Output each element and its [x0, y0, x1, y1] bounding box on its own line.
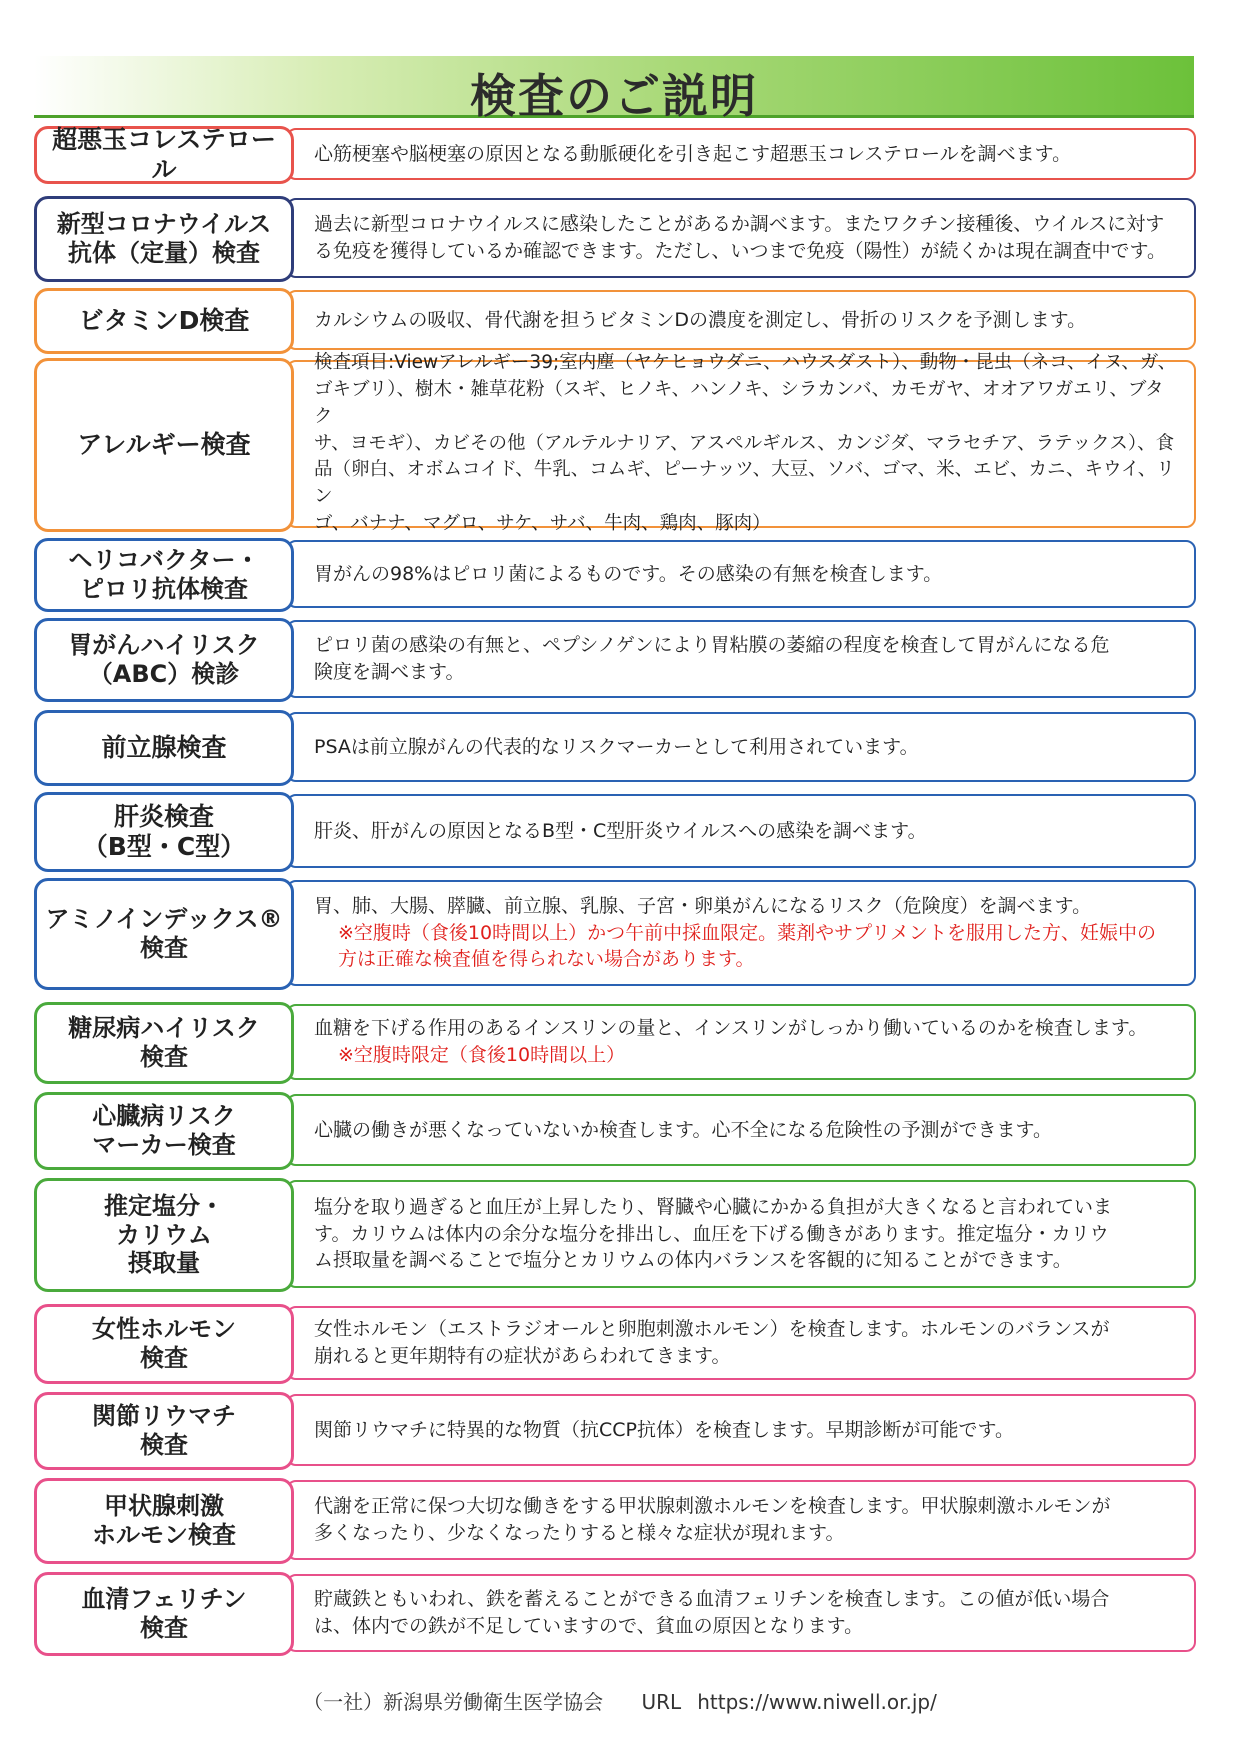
exam-row-prostate — [34, 710, 1196, 786]
exam-description: 肝炎、肝がんの原因となるB型・C型肝炎ウイルスへの感染を調べます。 — [286, 794, 1196, 868]
exam-label: ビタミンD検査 — [34, 288, 294, 354]
exam-description: PSAは前立腺がんの代表的なリスクマーカーとして利用されています。 — [286, 712, 1196, 782]
exam-description: 血糖を下げる作用のあるインスリンの量と、インスリンがしっかり働いているのかを検査します。 ※空腹時限定（食後10時間以上） — [286, 1004, 1196, 1080]
exam-description: ピロリ菌の感染の有無と、ペプシノゲンにより胃粘膜の萎縮の程度を検査して胃がんになる危 険度を調べます。 — [286, 620, 1196, 698]
caution-note: 方は正確な検査値を得られない場合があります。 — [338, 948, 755, 971]
exam-row-diabetes-risk — [34, 1002, 1196, 1084]
exam-label: アレルギー検査 — [34, 358, 294, 532]
exam-label: 前立腺検査 — [34, 710, 294, 786]
exam-description: 心筋梗塞や脳梗塞の原因となる動脈硬化を引き起こす超悪玉コレステロールを調べます。 — [286, 128, 1196, 180]
exam-description: 胃、肺、大腸、膵臓、前立腺、乳腺、子宮・卵巣がんになるリスク（危険度）を調べます。 ※空腹時（食後10時間以上）かつ午前中採血限定。薬剤やサプリメントを服用した方、妊娠中の 方は正確な検査値を得られない場合があります。 — [286, 880, 1196, 986]
exam-description: 貯蔵鉄ともいわれ、鉄を蓄えることができる血清フェリチンを検査します。この値が低い場合 は、体内での鉄が不足していますので、貧血の原因となります。 — [286, 1574, 1196, 1652]
exam-row-salt-potassium — [34, 1178, 1196, 1292]
exam-row-pylori-antibody — [34, 538, 1196, 612]
exam-label: 血清フェリチン 検査 — [34, 1572, 294, 1656]
exam-label: 糖尿病ハイリスク 検査 — [34, 1002, 294, 1084]
exam-row-vitamin-d — [34, 288, 1196, 354]
footer-url-link[interactable]: https://www.niwell.or.jp/ — [697, 1690, 937, 1714]
exam-row-aminoindex — [34, 878, 1196, 990]
exam-description: カルシウムの吸収、骨代謝を担うビタミンDの濃度を測定し、骨折のリスクを予測します。 — [286, 290, 1196, 350]
exam-row-covid-antibody — [34, 196, 1196, 282]
caution-note: ※空腹時（食後10時間以上）かつ午前中採血限定。薬剤やサプリメントを服用した方、妊娠中の — [338, 921, 1156, 944]
exam-row-rheumatoid-arthritis — [34, 1392, 1196, 1470]
exam-label: アミノインデックス® 検査 — [34, 878, 294, 990]
exam-description: 過去に新型コロナウイルスに感染したことがあるか調べます。またワクチン接種後、ウイルスに対す る免疫を獲得しているか確認できます。ただし、いつまで免疫（陽性）が続くかは現在調査中です。 — [286, 198, 1196, 278]
exam-row-abc-screening — [34, 618, 1196, 702]
exam-description: 胃がんの98%はピロリ菌によるものです。その感染の有無を検査します。 — [286, 540, 1196, 608]
exam-row-hepatitis — [34, 792, 1196, 872]
exam-row-allergy — [34, 352, 1196, 535]
exam-label: 心臓病リスク マーカー検査 — [34, 1092, 294, 1170]
page-title: 検査のご説明 — [470, 69, 758, 123]
exam-label: 肝炎検査 （B型・C型） — [34, 792, 294, 872]
exam-row-thyroid-hormone — [34, 1478, 1196, 1564]
exam-row-female-hormone — [34, 1304, 1196, 1384]
exam-row-heart-risk-marker — [34, 1092, 1196, 1170]
exam-label: 甲状腺刺激 ホルモン検査 — [34, 1478, 294, 1564]
footer-url-label: URL — [641, 1690, 682, 1714]
exam-description: 塩分を取り過ぎると血圧が上昇したり、腎臓や心臓にかかる負担が大きくなると言われていま す。カリウムは体内の余分な塩分を排出し、血圧を下げる働きがあります。推定塩分・カリウ ム摂取量を調べることで塩分とカリウムの体内バランスを客観的に知ることができます。 — [286, 1180, 1196, 1288]
footer — [0, 1686, 1240, 1715]
exam-description: 代謝を正常に保つ大切な働きをする甲状腺刺激ホルモンを検査します。甲状腺刺激ホルモンが 多くなったり、少なくなったりすると様々な症状が現れます。 — [286, 1480, 1196, 1560]
exam-row-serum-ferritin — [34, 1572, 1196, 1656]
exam-label: 胃がんハイリスク （ABC）検診 — [34, 618, 294, 702]
caution-note: ※空腹時限定（食後10時間以上） — [338, 1044, 626, 1066]
exam-label: 新型コロナウイルス 抗体（定量）検査 — [34, 196, 294, 282]
exam-description: 女性ホルモン（エストラジオールと卵胞刺激ホルモン）を検査します。ホルモンのバランスが 崩れると更年期特有の症状があらわれてきます。 — [286, 1306, 1196, 1380]
exam-label: 女性ホルモン 検査 — [34, 1304, 294, 1384]
exam-description: 検査項目:Viewアレルギー39;室内塵（ヤケヒョウダニ、ハウスダスト）、動物・昆虫（ネコ、イヌ、ガ、 ゴキブリ）、樹木・雑草花粉（スギ、ヒノキ、ハンノキ、シラカンバ、カモガヤ、オオアワガエリ、ブタク サ、ヨモギ）、カビその他（アルテルナリア、アスペルギルス、カンジダ、マラセチア、ラテックス）、食 品（卵白、オボムコイド、牛乳、コムギ、ピーナッツ、大豆、ソバ、ゴマ、米、エビ、カニ、キウイ、リン ゴ、バナナ、マグロ、サケ、サバ、牛肉、鶏肉、豚肉） — [286, 360, 1196, 528]
exam-label: 超悪玉コレステロール — [34, 126, 294, 184]
exam-label: 推定塩分・ カリウム 摂取量 — [34, 1178, 294, 1292]
exam-row-super-bad-cholesterol — [34, 126, 1196, 184]
header-banner — [34, 56, 1194, 123]
footer-organization: （一社）新潟県労働衛生医学協会 — [303, 1690, 604, 1714]
exam-label: ヘリコバクター・ ピロリ抗体検査 — [34, 538, 294, 612]
exam-label: 関節リウマチ 検査 — [34, 1392, 294, 1470]
exam-description: 関節リウマチに特異的な物質（抗CCP抗体）を検査します。早期診断が可能です。 — [286, 1394, 1196, 1466]
exam-description: 心臓の働きが悪くなっていないか検査します。心不全になる危険性の予測ができます。 — [286, 1094, 1196, 1166]
